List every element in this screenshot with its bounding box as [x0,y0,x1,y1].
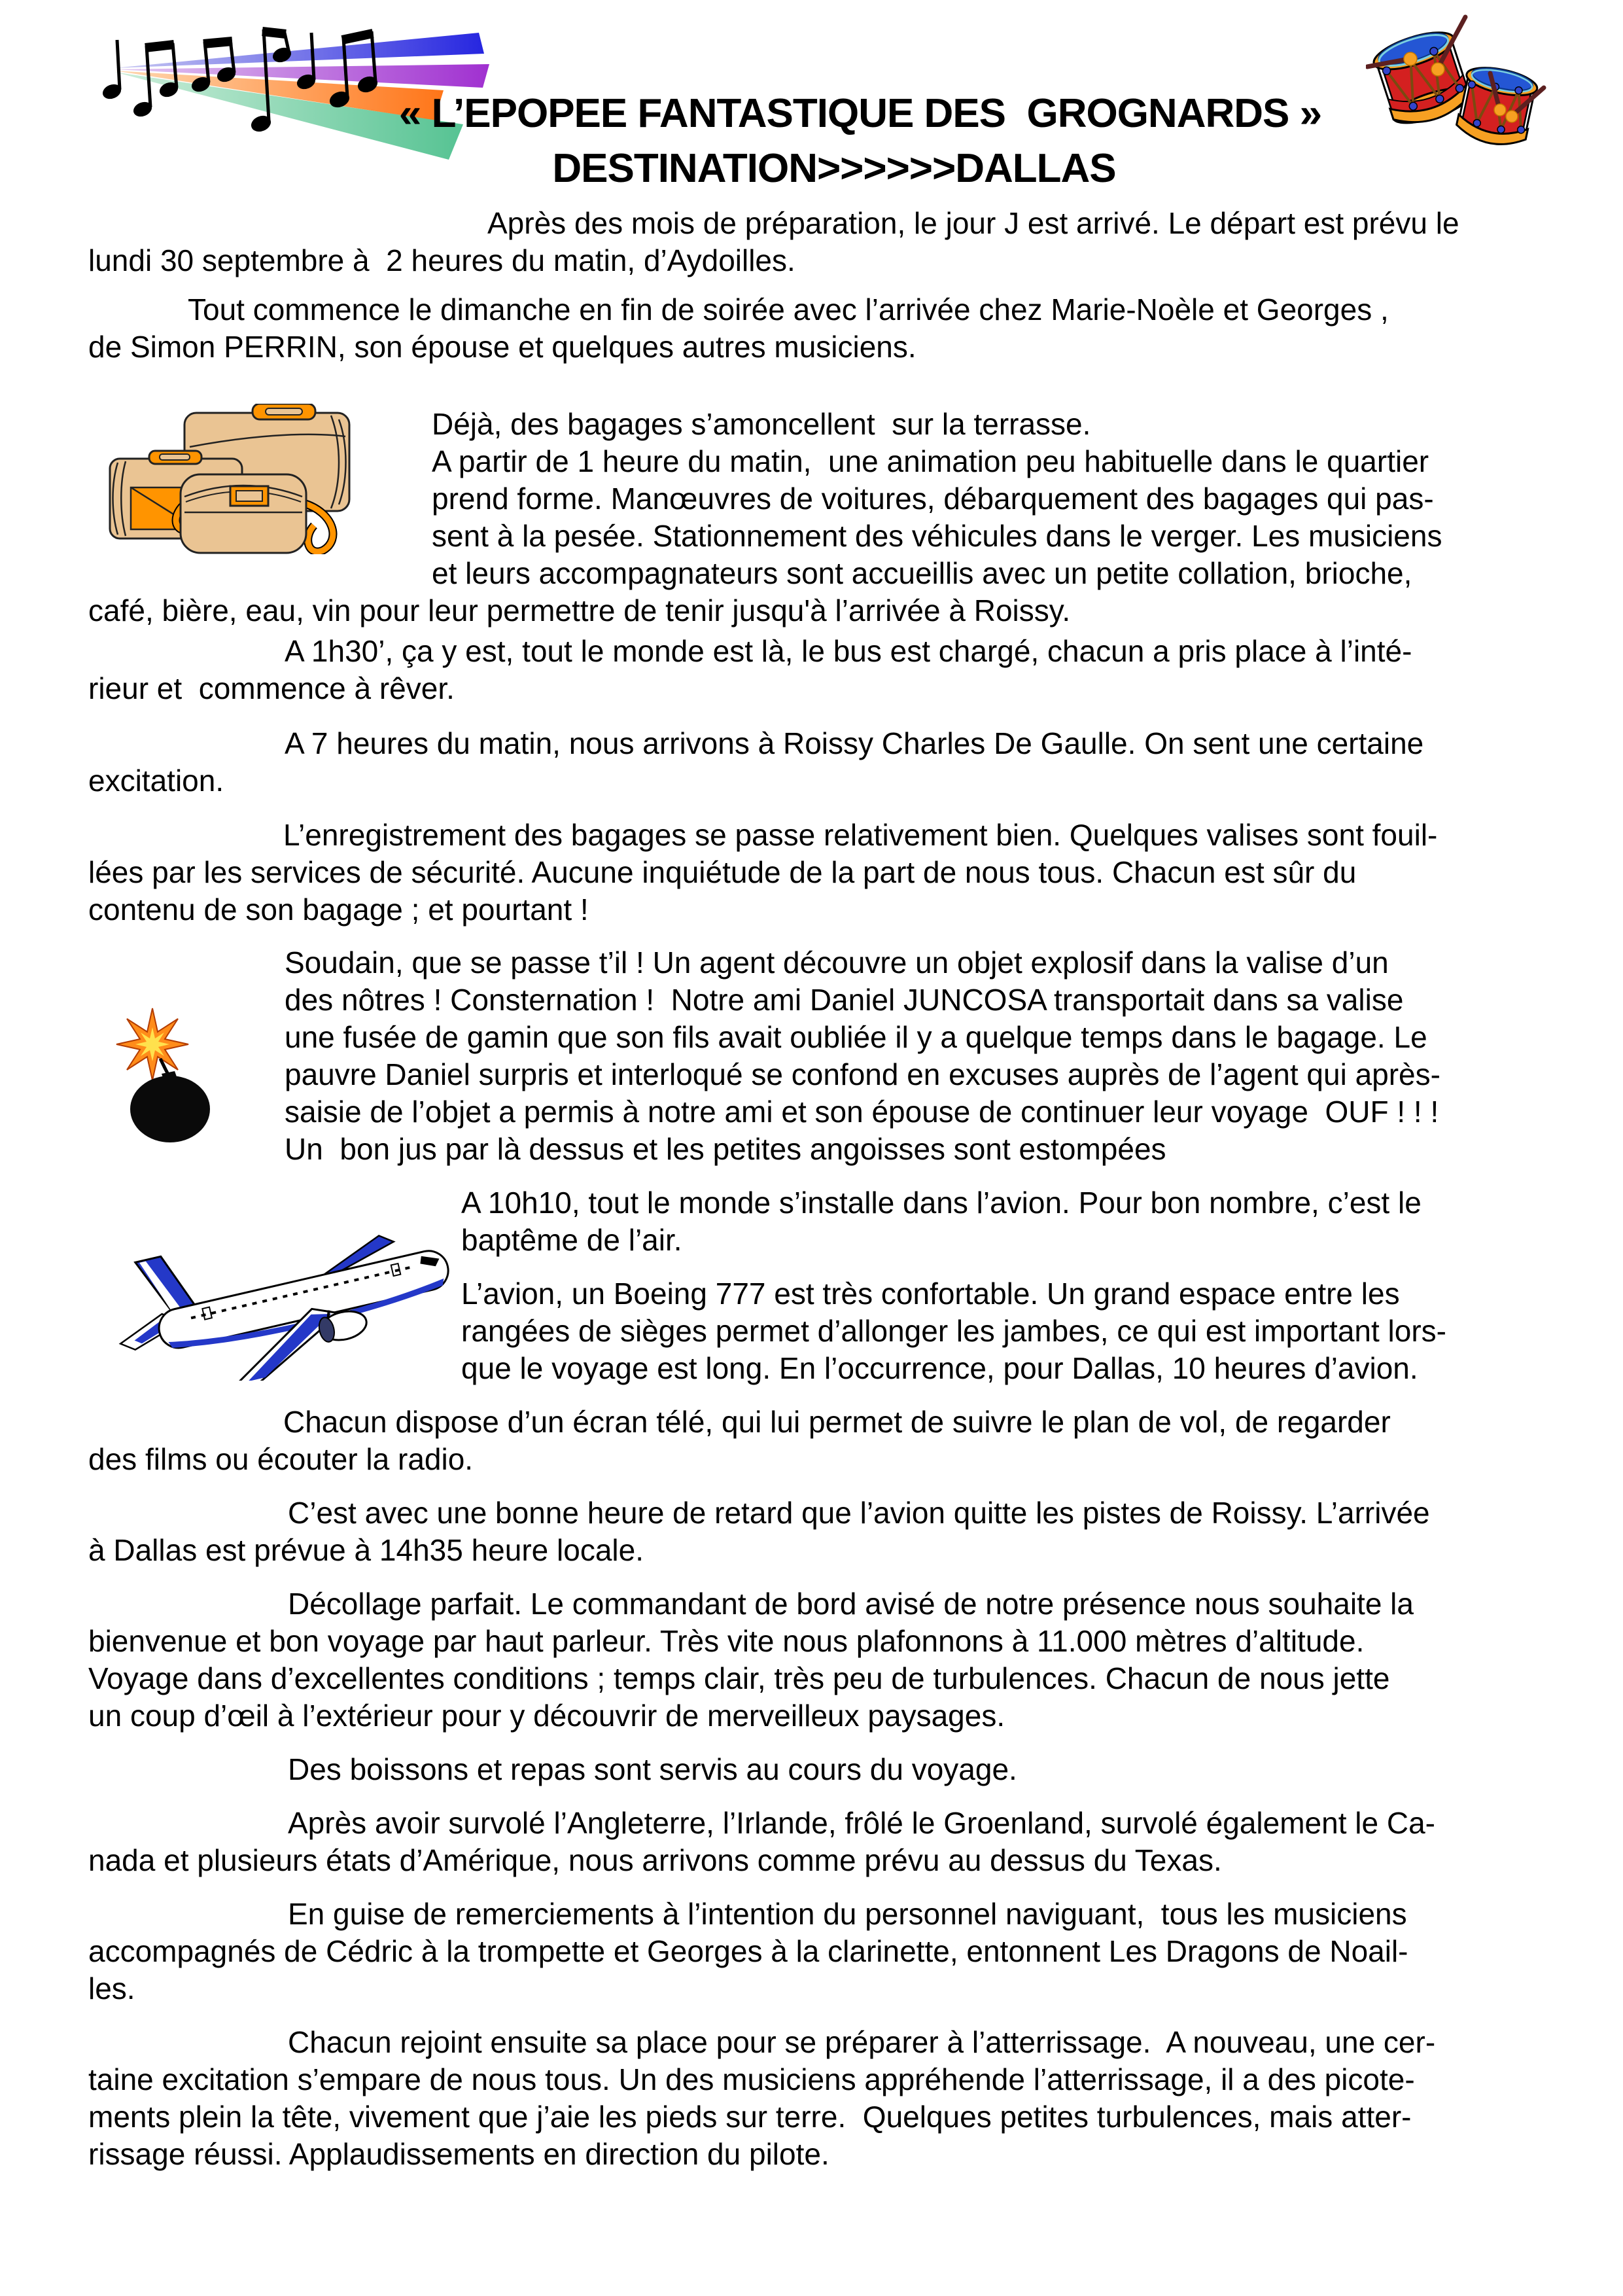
paragraph-takeoff-cruise [88,1585,1554,1735]
text-line: Des boissons et repas sont servis au cours du voyage. [288,1752,1017,1786]
text-line: L’avion, un Boeing 777 est très confortable. Un grand espace entre les [461,1277,1400,1311]
paragraph-boeing-777 [88,1275,1554,1387]
paragraph-sunday-evening [88,291,1554,366]
text-line: Déjà, des bagages s’amoncellent sur la terrasse. [432,407,1091,441]
text-line: En guise de remerciements à l’intention du personnel naviguant, tous les musiciens [288,1897,1407,1931]
text-line: C’est avec une bonne heure de retard que l’avion quitte les pistes de Roissy. L’arrivée [288,1496,1430,1530]
text-line: Tout commence le dimanche en fin de soirée avec l’arrivée chez Marie-Noèle et Georges , [188,292,1389,327]
music-notes-icon [98,13,491,164]
text-line: accompagnés de Cédric à la trompette et Georges à la clarinette, entonnent Les Dragons de Noail- [88,1934,1408,1968]
text-line: Après avoir survolé l’Angleterre, l’Irlande, frôlé le Groenland, survolé également le Ca- [288,1806,1435,1840]
text-line: bienvenue et bon voyage par haut parleur. Très vite nous plafonnons à 11.000 mètres d’altitude. [88,1624,1365,1658]
text-line: Après des mois de préparation, le jour J est arrivé. Le départ est prévu le [487,206,1459,240]
text-line: rangées de sièges permet d’allonger les jambes, ce qui est important lors- [461,1314,1446,1348]
paragraph-bomb-incident [88,944,1554,1168]
text-line: Voyage dans d’excellentes conditions ; temps clair, très peu de turbulences. Chacun de nous jette [88,1661,1390,1695]
paragraph-flight-route [88,1805,1554,1879]
text-line: que le voyage est long. En l’occurrence, pour Dallas, 10 heures d’avion. [461,1351,1418,1385]
text-line: Chacun dispose d’un écran télé, qui lui permet de suivre le plan de vol, de regarder [283,1405,1391,1439]
paragraph-boarding [88,1184,1554,1259]
text-line: lundi 30 septembre à 2 heures du matin, d’Aydoilles. [88,243,795,277]
text-line: A partir de 1 heure du matin, une animation peu habituelle dans le quartier [432,444,1429,478]
text-line: rieur et commence à rêver. [88,671,455,705]
paragraph-baggage-check [88,817,1554,928]
text-line: nada et plusieurs états d’Amérique, nous arrivons comme prévu au dessus du Texas. [88,1843,1222,1877]
text-line: Décollage parfait. Le commandant de bord avisé de notre présence nous souhaite la [288,1587,1414,1621]
page-title: « L’EPOPEE FANTASTIQUE DES GROGNARDS » [398,91,1322,136]
text-line: sent à la pesée. Stationnement des véhicules dans le verger. Les musiciens [432,519,1442,553]
text-line: les. [88,1971,135,2005]
paragraph-departure [88,205,1554,279]
text-line: A 7 heures du matin, nous arrivons à Roissy Charles De Gaulle. On sent une certaine [285,726,1424,760]
paragraph-bus-loaded [88,633,1554,707]
text-line: taine excitation s’empare de nous tous. Un des musiciens appréhende l’atterrissage, il a des picote- [88,2062,1415,2096]
text-line: de Simon PERRIN, son épouse et quelques autres musiciens. [88,330,916,364]
paragraph-landing [88,2024,1554,2173]
paragraph-musicians-thanks [88,1896,1554,2007]
text-line: Chacun rejoint ensuite sa place pour se préparer à l’atterrissage. A nouveau, une cer- [288,2025,1436,2059]
paragraph-tv-screens [88,1404,1554,1478]
text-line: une fusée de gamin que son fils avait oubliée il y a quelque temps dans le bagage. Le [285,1020,1427,1054]
paragraph-meals [88,1751,1554,1788]
text-line: café, bière, eau, vin pour leur permettre de tenir jusqu'à l’arrivée à Roissy. [88,593,1071,627]
text-line: un coup d’œil à l’extérieur pour y découvrir de merveilleux paysages. [88,1699,1005,1733]
text-line: et leurs accompagnateurs sont accueillis avec un petite collation, brioche, [432,556,1412,590]
text-line: Soudain, que se passe t’il ! Un agent découvre un objet explosif dans la valise d’un [285,945,1389,980]
text-line: pauvre Daniel surpris et interloqué se confond en excuses auprès de l’agent qui après- [285,1057,1440,1091]
text-line: lées par les services de sécurité. Aucune inquiétude de la part de nous tous. Chacun est sûr du [88,855,1357,889]
paragraph-luggage-terrace [88,406,1554,629]
text-line: des films ou écouter la radio. [88,1442,474,1476]
text-line: Un bon jus par là dessus et les petites angoisses sont estompées [285,1132,1166,1166]
text-line: A 1h30’, ça y est, tout le monde est là, le bus est chargé, chacun a pris place à l’inté- [285,634,1412,668]
page-subtitle: DESTINATION>>>>>>DALLAS [552,146,1116,191]
text-line: rissage réussi. Applaudissements en direction du pilote. [88,2137,829,2171]
text-line: ments plein la tête, vivement que j’aie les pieds sur terre. Quelques petites turbulences, mais atter- [88,2100,1412,2134]
text-line: saisie de l’objet a permis à notre ami et son épouse de continuer leur voyage OUF ! ! ! [285,1095,1439,1129]
text-line: à Dallas est prévue à 14h35 heure locale. [88,1533,644,1567]
text-line: des nôtres ! Consternation ! Notre ami Daniel JUNCOSA transportait dans sa valise [285,983,1404,1017]
text-line: excitation. [88,764,224,798]
text-line: A 10h10, tout le monde s’installe dans l’avion. Pour bon nombre, c’est le [461,1186,1422,1220]
paragraph-arrival-roissy [88,725,1554,800]
text-line: contenu de son bagage ; et pourtant ! [88,892,589,927]
text-line: L’enregistrement des bagages se passe relativement bien. Quelques valises sont fouil- [283,818,1438,852]
text-line: baptême de l’air. [461,1223,682,1257]
paragraph-delayed-takeoff [88,1494,1554,1569]
text-line: prend forme. Manœuvres de voitures, débarquement des bagages qui pas- [432,482,1434,516]
